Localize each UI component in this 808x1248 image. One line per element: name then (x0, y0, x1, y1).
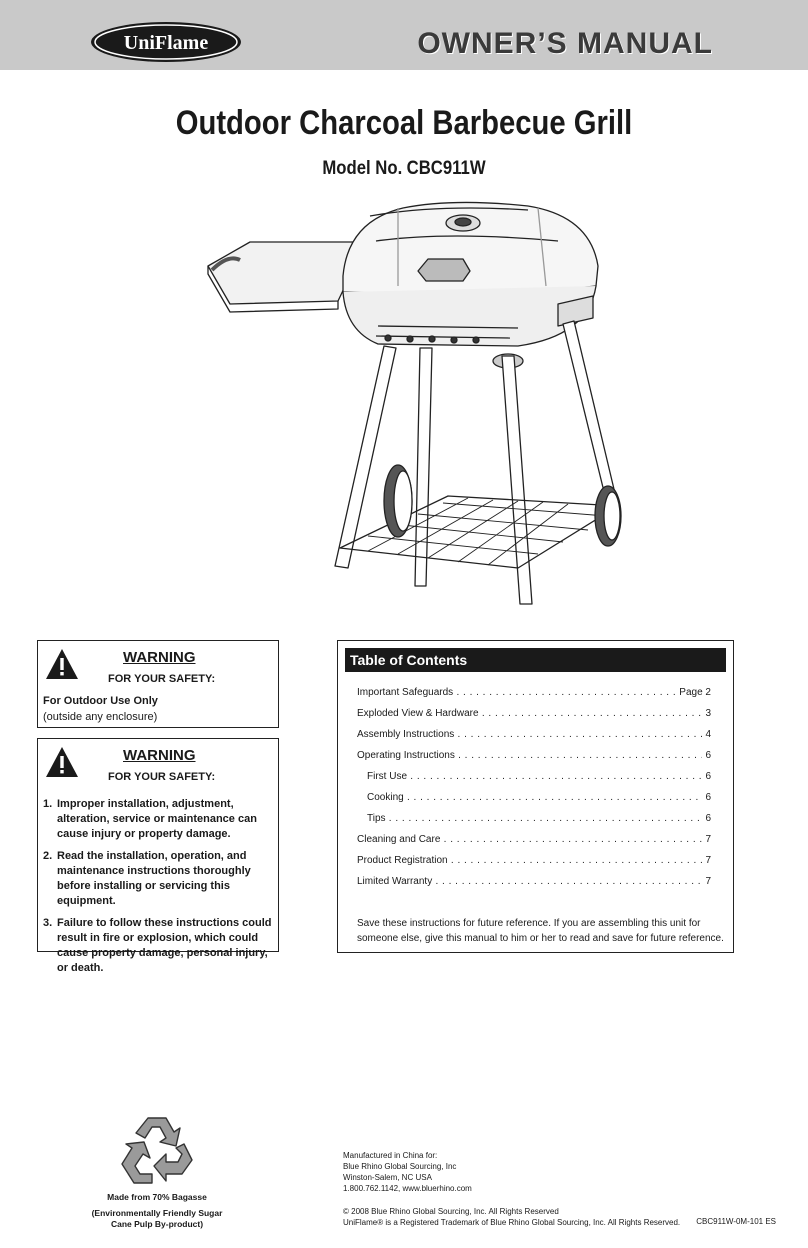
model-label: Model No. (322, 158, 403, 179)
toc-entry-page: 6 (702, 813, 711, 825)
environment-line: (Environmentally Friendly Sugar (91, 1208, 223, 1218)
uniflame-logo (90, 21, 242, 63)
toc-entry[interactable] (357, 729, 711, 750)
item-number: 1. (43, 798, 53, 810)
toc-entry-label: Important Safeguards . . . (357, 687, 711, 698)
toc-subentry[interactable] (357, 792, 711, 813)
trademark-line: UniFlame® is a Registered Trademark of Blue Rhino Global Sourcing, Inc. All Rights Reserved. (343, 1218, 681, 1227)
brand-text: UniFlame (123, 32, 209, 54)
toc-entry-label: Operating Instructions . . . (357, 750, 711, 761)
warning-box-outdoor-use (37, 640, 279, 728)
item-text: Failure to follow these instructions could result in fire or explosion, which could cause property damage, personal injury, or death. (57, 917, 272, 974)
mfg-line: Manufactured in China for: (343, 1151, 438, 1160)
bagasse-note: Made from 70% Bagasse (107, 1192, 207, 1202)
copyright-block (343, 1206, 680, 1228)
toc-entry-label: Limited Warranty . . . (357, 876, 711, 887)
toc-entry[interactable] (357, 687, 711, 708)
toc-subentry[interactable] (357, 771, 711, 792)
toc-entry-page: 6 (702, 792, 711, 804)
warning-list (43, 797, 275, 983)
document-title: Outdoor Charcoal Barbecue Grill (175, 104, 633, 142)
toc-title: Table of Contents (345, 648, 726, 672)
toc-list (357, 687, 711, 897)
toc-entry-page: 7 (702, 834, 711, 846)
mfg-line: 1.800.762.1142, www.bluerhino.com (343, 1184, 472, 1193)
outdoor-use-line: For Outdoor Use Only (43, 695, 158, 707)
toc-entry-label: First Use . . . (367, 771, 711, 782)
toc-entry[interactable] (357, 855, 711, 876)
warning-subtitle: FOR YOUR SAFETY: (108, 771, 216, 783)
recycle-icon (118, 1112, 196, 1184)
model-number (48, 158, 759, 180)
toc-entry-label: Exploded View & Hardware . . . (357, 708, 711, 719)
toc-entry[interactable] (357, 834, 711, 855)
item-number: 2. (43, 850, 53, 862)
mfg-line: Winston-Salem, NC USA (343, 1173, 432, 1182)
item-text: Read the installation, operation, and maintenance instructions thoroughly before installing or servicing this equipment. (57, 850, 251, 907)
grill-illustration (198, 196, 628, 610)
list-item (43, 797, 275, 842)
list-item (43, 849, 275, 909)
list-item (43, 916, 275, 976)
warning-body (43, 693, 158, 725)
table-of-contents (337, 640, 734, 953)
header-band (0, 0, 808, 70)
warning-triangle-icon (44, 745, 80, 779)
mfg-line: Blue Rhino Global Sourcing, Inc (343, 1162, 457, 1171)
warning-title: WARNING (123, 747, 196, 764)
manual-title: OWNER’S MANUAL (417, 27, 713, 60)
toc-entry-label: Tips . . . (367, 813, 711, 824)
toc-entry-page: 3 (702, 708, 711, 720)
copyright-line: © 2008 Blue Rhino Global Sourcing, Inc. All Rights Reserved (343, 1207, 559, 1216)
model-code: CBC911W (406, 158, 486, 179)
toc-entry[interactable] (357, 750, 711, 771)
toc-entry[interactable] (357, 876, 711, 897)
warning-box-safety (37, 738, 279, 974)
toc-entry-label: Product Registration . . . (357, 855, 711, 866)
environment-line: Cane Pulp By-product) (110, 1219, 204, 1229)
toc-entry-page: Page 2 (676, 687, 711, 699)
toc-entry-label: Assembly Instructions . . . (357, 729, 711, 740)
item-number: 3. (43, 917, 53, 929)
warning-triangle-icon (44, 647, 80, 681)
manufacturer-info (343, 1150, 472, 1194)
toc-note: Save these instructions for future reference. If you are assembling this unit for someone else, give this manual to him or her to read and save for future reference. (357, 918, 724, 944)
toc-entry-page: 6 (702, 750, 711, 762)
environment-note (82, 1208, 232, 1230)
toc-entry-page: 7 (702, 855, 711, 867)
toc-entry-label: Cleaning and Care . . . (357, 834, 711, 845)
warning-subtitle: FOR YOUR SAFETY: (108, 673, 216, 685)
toc-subentry[interactable] (357, 813, 711, 834)
item-text: Improper installation, adjustment, alteration, service or maintenance can cause injury or property damage. (57, 798, 257, 840)
enclosure-line: (outside any enclosure) (43, 711, 158, 723)
toc-entry-page: 6 (702, 771, 711, 783)
toc-entry-page: 4 (702, 729, 711, 741)
toc-entry[interactable] (357, 708, 711, 729)
warning-title: WARNING (123, 649, 196, 666)
toc-entry-label: Cooking . . . (367, 792, 711, 803)
document-code: CBC911W-0M-101 ES (696, 1217, 776, 1226)
toc-entry-page: 7 (702, 876, 711, 888)
